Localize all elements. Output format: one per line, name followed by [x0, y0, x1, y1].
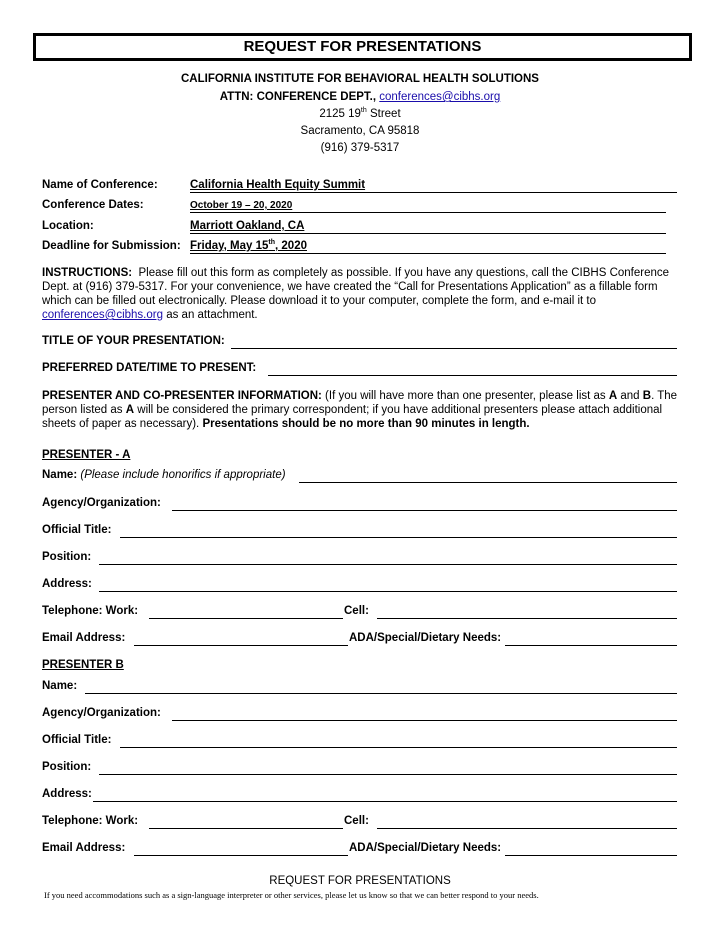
org-attn-line [0, 91, 720, 103]
presenter-b-official-field[interactable] [120, 733, 677, 748]
instructions-email-link[interactable]: conferences@cibhs.org [42, 309, 163, 321]
presenter-b-ada-field[interactable] [505, 841, 677, 856]
instructions-paragraph [42, 266, 687, 322]
presenter-a-position-label: Position: [42, 551, 92, 563]
presentation-title-label: TITLE OF YOUR PRESENTATION: [42, 335, 225, 347]
location-label: Location: [42, 220, 94, 232]
presenter-a-agency-label: Agency/Organization: [42, 497, 161, 509]
presenter-b-cell-field[interactable] [377, 814, 677, 829]
presenter-b-email-field[interactable] [134, 841, 348, 856]
conference-name-label: Name of Conference: [42, 179, 158, 191]
presenter-a-ada-field[interactable] [505, 631, 677, 646]
presenter-a-work-field[interactable] [149, 604, 343, 619]
presenter-b-address-label: Address: [42, 788, 92, 800]
org-street: 2125 19th Street [319, 107, 401, 120]
presenter-a-address-label: Address: [42, 578, 92, 590]
presenter-a-official-field[interactable] [120, 523, 677, 538]
presenter-b-official-label: Official Title: [42, 734, 112, 746]
deadline-value: Friday, May 15th, 2020 [190, 239, 307, 252]
instructions-text: Please fill out this form as completely as possible. If you have any questions, call the CIBHS Conference Dept. at (916) 379-5317. For your convenience, we have created the “Call for Presentations Application” as a fillable form which can be filled out electronically. Please download it to your computer, complete the form, and e-mail it to [42, 267, 670, 307]
location-value: Marriott Oakland, CA [190, 220, 305, 232]
presenter-a-email-field[interactable] [134, 631, 348, 646]
presenter-b-agency-field[interactable] [172, 706, 677, 721]
presenter-info-paragraph: PRESENTER AND CO-PRESENTER INFORMATION: (If you will have more than one presenter, please list as A and B. The person listed as A will be considered the primary correspondent; if you have additional presenters please attach additional sheets of paper as necessary). Presentations should be no more than 90 minutes in length. [42, 390, 678, 430]
org-phone: (916) 379-5317 [320, 142, 400, 154]
deadline-label: Deadline for Submission: [42, 240, 181, 252]
footer-title: REQUEST FOR PRESENTATIONS [269, 875, 451, 887]
presenter-b-name-label: Name: [42, 680, 78, 692]
org-email-link[interactable]: conferences@cibhs.org [379, 91, 501, 103]
presenter-a-agency-field[interactable] [172, 496, 677, 511]
conference-name-value: California Health Equity Summit [190, 179, 366, 191]
attn-label: ATTN: CONFERENCE DEPT., [219, 91, 377, 103]
presenter-b-work-field[interactable] [149, 814, 343, 829]
presenter-b-email-label: Email Address: [42, 842, 126, 854]
presenter-a-address-field[interactable] [99, 577, 677, 592]
org-name: CALIFORNIA INSTITUTE FOR BEHAVIORAL HEALTH SOLUTIONS [181, 73, 539, 85]
footer-note: If you need accommodations such as a sign-language interpreter or other services, please let us know so that we can better respond to your needs. [44, 890, 539, 900]
presenter-a-ada-label: ADA/Special/Dietary Needs: [349, 632, 502, 644]
instructions-label: INSTRUCTIONS: [42, 267, 133, 279]
presenter-a-name-field[interactable] [299, 468, 677, 483]
conference-dates-label: Conference Dates: [42, 199, 144, 211]
instructions-text-end: as an attachment. [166, 309, 258, 321]
presenter-b-heading: PRESENTER B [42, 659, 124, 671]
presenter-a-cell-field[interactable] [377, 604, 677, 619]
presenter-a-name-label: Name: (Please include honorifics if appropriate) [42, 469, 286, 481]
presenter-a-position-field[interactable] [99, 550, 677, 565]
presenter-a-email-label: Email Address: [42, 632, 126, 644]
preferred-date-label: PREFERRED DATE/TIME TO PRESENT: [42, 362, 257, 374]
presenter-a-cell-label: Cell: [344, 605, 369, 617]
presenter-a-tel-label: Telephone: Work: [42, 605, 139, 617]
presenter-b-position-label: Position: [42, 761, 92, 773]
presenter-b-tel-label: Telephone: Work: [42, 815, 139, 827]
org-city: Sacramento, CA 95818 [300, 125, 420, 137]
presenter-b-agency-label: Agency/Organization: [42, 707, 161, 719]
presentation-title-field[interactable] [231, 334, 677, 349]
form-title: REQUEST FOR PRESENTATIONS [33, 33, 692, 61]
presenter-b-ada-label: ADA/Special/Dietary Needs: [349, 842, 502, 854]
presenter-b-position-field[interactable] [99, 760, 677, 775]
presenter-a-official-label: Official Title: [42, 524, 112, 536]
conference-dates-value: October 19 – 20, 2020 [190, 200, 293, 211]
presenter-a-heading: PRESENTER - A [42, 449, 131, 461]
presenter-b-name-field[interactable] [85, 679, 677, 694]
presenter-b-cell-label: Cell: [344, 815, 369, 827]
preferred-date-field[interactable] [268, 361, 677, 376]
presenter-b-address-field[interactable] [93, 787, 677, 802]
